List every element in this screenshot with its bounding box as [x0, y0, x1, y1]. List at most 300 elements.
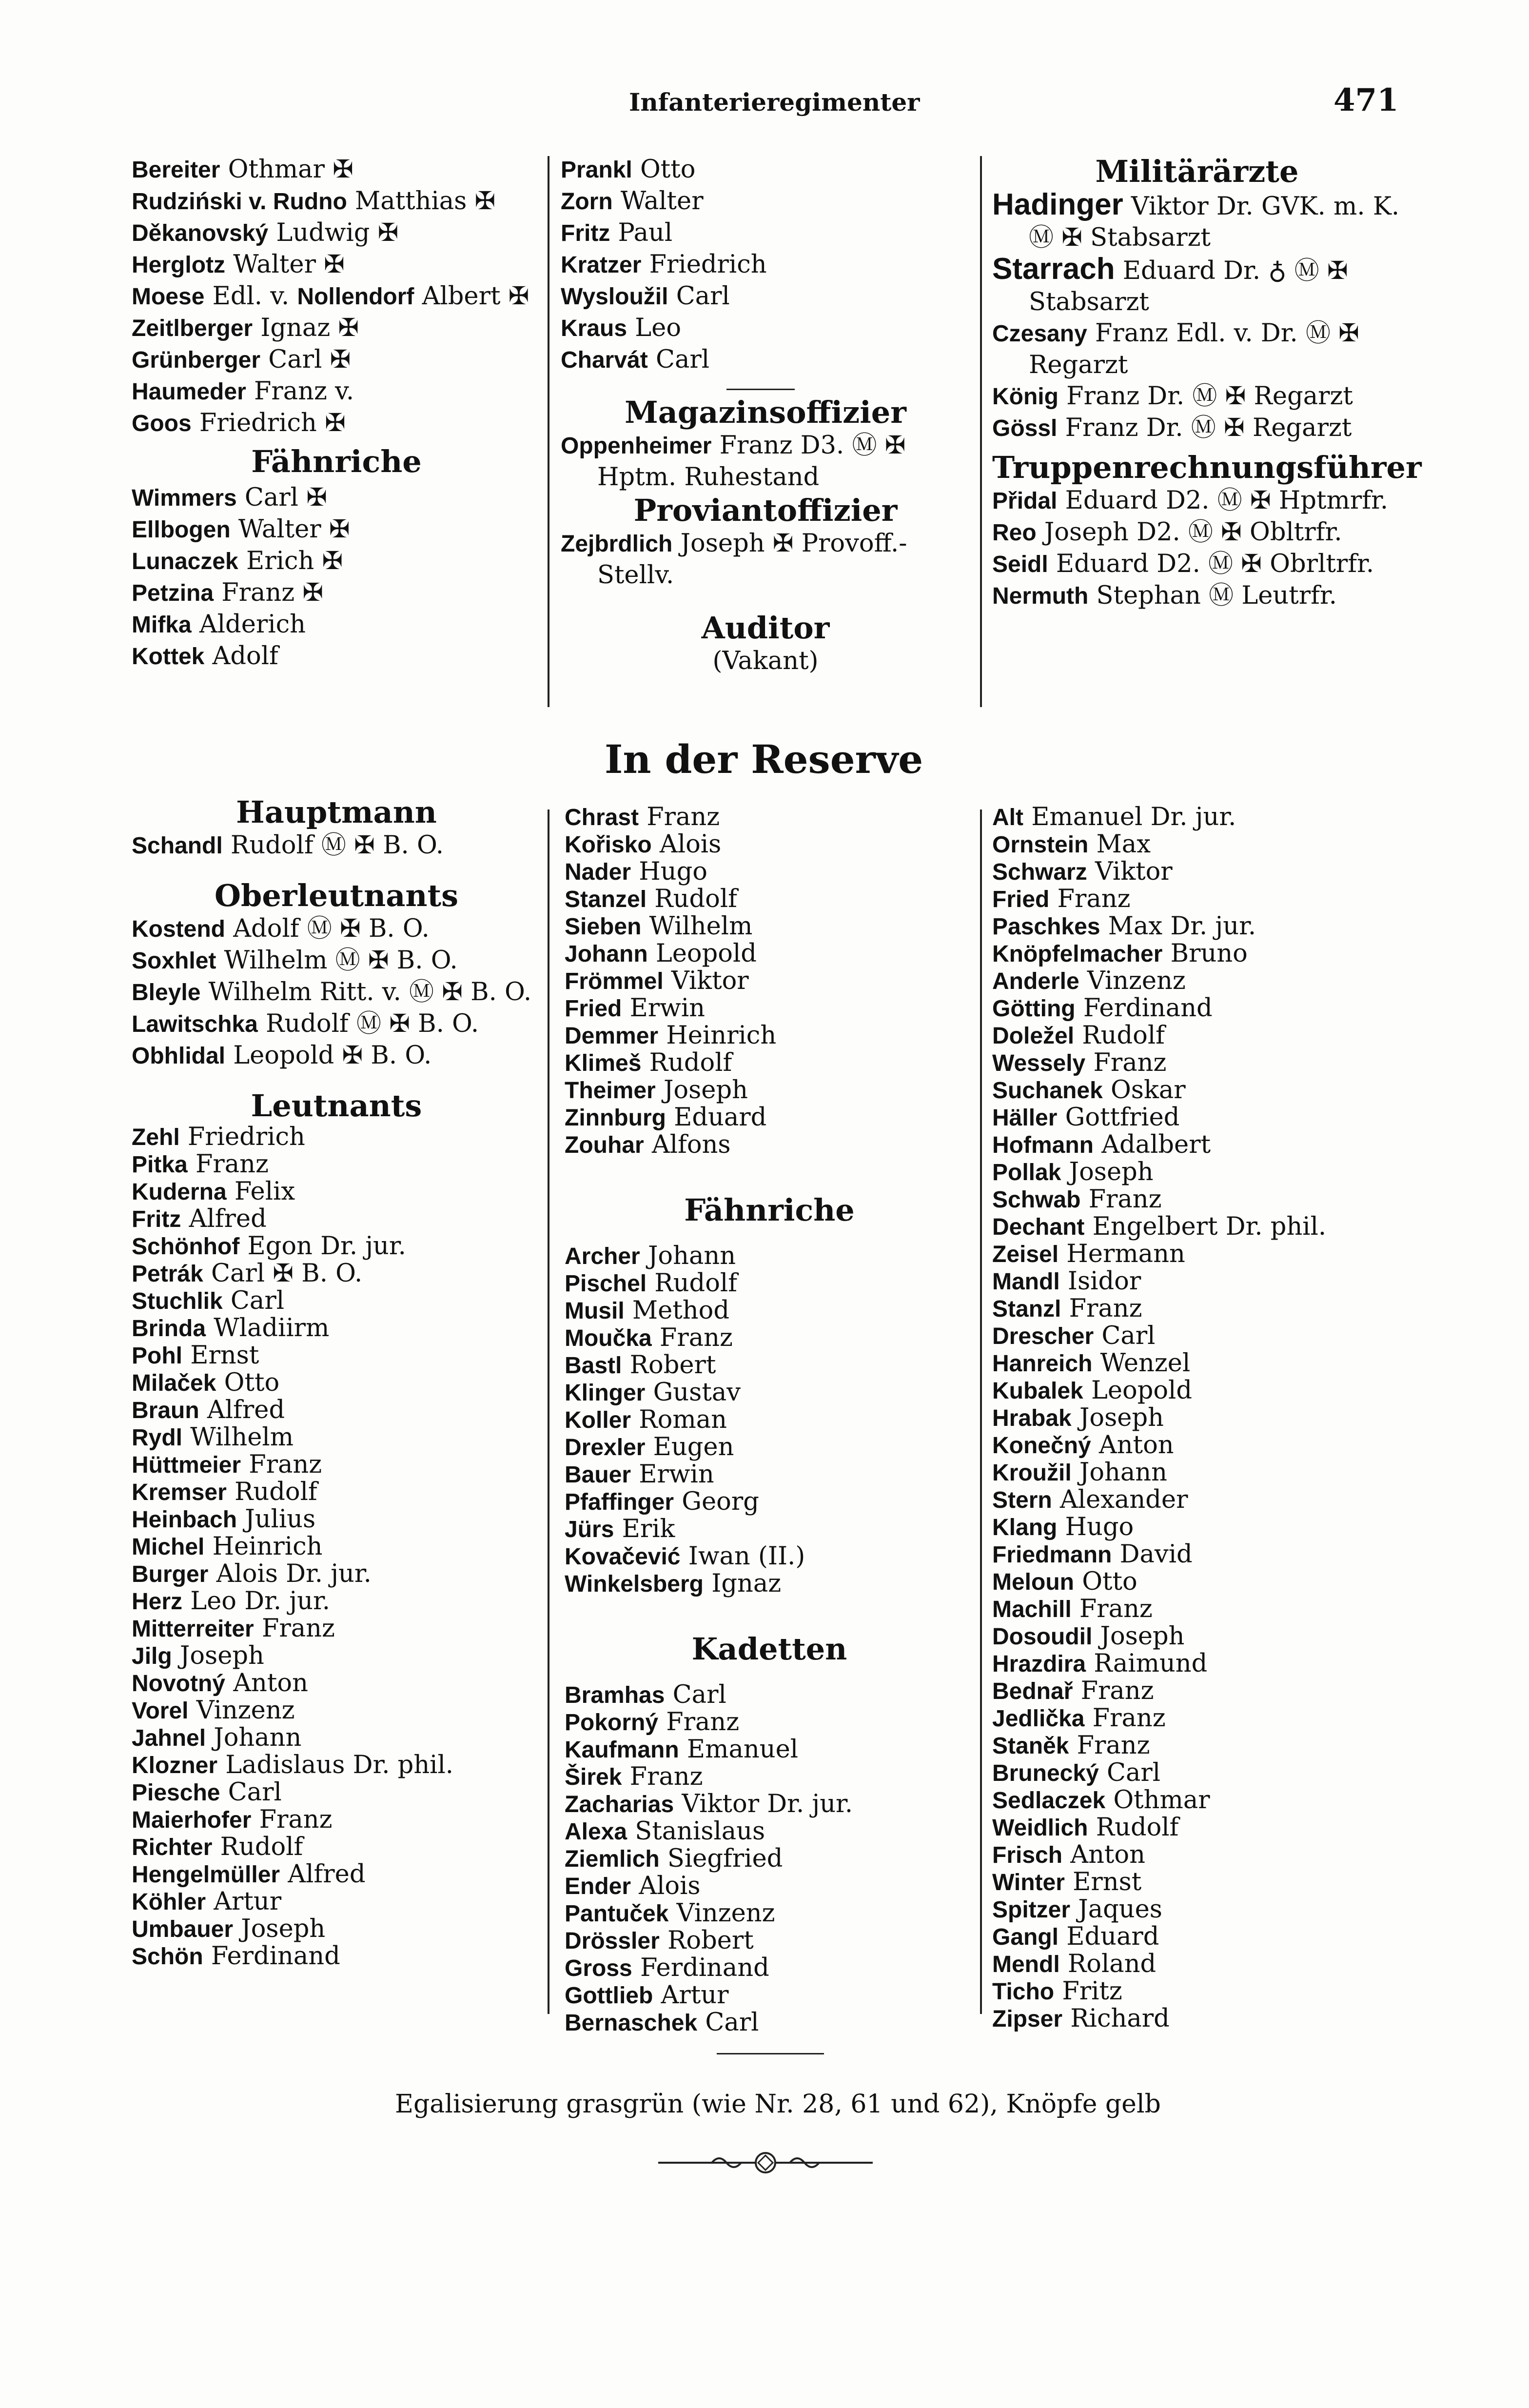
given-name: Jaques: [1070, 1895, 1162, 1924]
name-entry: [565, 1900, 974, 1927]
given-name: Carl: [220, 1778, 282, 1807]
name-entry: [992, 1486, 1411, 1514]
surname: Hrazdira: [992, 1651, 1086, 1677]
name-entry: [992, 804, 1411, 831]
surname: Stuchlik: [132, 1288, 223, 1314]
name-entry: [132, 1724, 541, 1752]
given-name: Stephan Ⓜ Leutrfr.: [1088, 581, 1337, 610]
name-entry: [992, 1759, 1411, 1787]
given-name: Walter ✠: [230, 515, 350, 544]
given-name: Johann: [640, 1242, 736, 1270]
surname: Kořisko: [565, 832, 652, 858]
given-name: Rudolf Ⓜ ✠ B. O.: [222, 831, 444, 860]
given-name: Joseph: [1061, 1158, 1154, 1186]
given-name: Heinrich: [658, 1021, 777, 1050]
given-name: Fritz: [1054, 1977, 1122, 2006]
name-entry: [132, 1615, 541, 1642]
name-entry: [132, 1451, 541, 1479]
given-name: Hermann: [1059, 1240, 1185, 1268]
name-entry: [132, 1861, 541, 1888]
name-entry: [565, 1681, 974, 1709]
name-entry: [992, 254, 1402, 318]
surname: Zeitlberger: [132, 316, 253, 341]
section-heading: Hauptmann: [236, 794, 437, 830]
given-name: Joseph: [1092, 1622, 1185, 1651]
name-entry: [992, 1814, 1411, 1841]
name-entry: [561, 528, 970, 591]
surname: Gangl: [992, 1924, 1059, 1950]
surname: Winkelsberg: [565, 1571, 704, 1597]
given-name: Matthias ✠: [347, 187, 496, 216]
surname: Gössl: [992, 415, 1058, 441]
name-entry: [992, 1705, 1411, 1732]
name-entry: [992, 858, 1411, 886]
surname: Meloun: [992, 1569, 1074, 1595]
surname: Staněk: [992, 1733, 1069, 1759]
given-name: Robert: [622, 1351, 716, 1380]
given-name: Anton: [225, 1669, 308, 1697]
given-name: Robert: [659, 1926, 754, 1955]
name-entry: [992, 1268, 1411, 1295]
top-column-1: [132, 154, 541, 672]
section-heading: Fähnriche: [684, 1192, 855, 1228]
given-name: Carl: [668, 282, 730, 311]
surname: Kottek: [132, 644, 205, 670]
given-name: Leopold: [1083, 1376, 1193, 1405]
given-name: Leo Dr. jur.: [182, 1587, 330, 1616]
name-entry: [132, 1315, 541, 1342]
given-name: Roman: [631, 1405, 727, 1434]
surname: Klimeš: [565, 1050, 642, 1076]
name-entry: [565, 1488, 974, 1516]
surname: Sedlaczek: [992, 1788, 1106, 1814]
surname: Širek: [565, 1764, 622, 1790]
surname: Fritz: [561, 220, 610, 246]
surname: Herz: [132, 1589, 183, 1615]
name-entry: [565, 1434, 974, 1461]
surname: Gross: [565, 1955, 632, 1981]
name-entry: [132, 830, 541, 862]
surname: Zehl: [132, 1125, 180, 1150]
surname: Rydl: [132, 1425, 183, 1451]
given-name: Gottfried: [1057, 1103, 1180, 1132]
given-name: Wilhelm: [641, 912, 753, 941]
name-entry: [132, 1533, 541, 1560]
given-name: Franz: [1061, 1294, 1142, 1323]
given-name: Joseph D2. Ⓜ ✠ Obltrfr.: [1036, 518, 1342, 547]
given-name: Otto: [632, 155, 696, 184]
given-name: Carl ✠: [260, 345, 351, 374]
top-column-3: [992, 154, 1422, 612]
name-entry: [132, 641, 541, 672]
name-entry: [132, 977, 541, 1008]
surname: Lunaczek: [132, 549, 238, 574]
given-name: Stanislaus: [627, 1817, 765, 1846]
name-entry: [132, 1888, 541, 1915]
given-name: Erik: [614, 1515, 675, 1543]
name-entry: [992, 1951, 1411, 1978]
name-entry: [132, 1943, 541, 1970]
surname: Suchanek: [992, 1078, 1103, 1104]
name-entry: [565, 1406, 974, 1434]
surname: Koller: [565, 1407, 631, 1433]
given-name: Franz: [1073, 1677, 1154, 1705]
surname: Mendl: [992, 1952, 1060, 1977]
given-name: Franz: [651, 1323, 733, 1352]
surname: Grünberger: [132, 347, 261, 373]
section-heading: Oberleutnants: [214, 878, 459, 913]
surname: Braun: [132, 1398, 199, 1423]
surname: Lawitschka: [132, 1011, 258, 1037]
surname: Jahnel: [132, 1725, 206, 1751]
name-entry: [992, 1213, 1411, 1241]
surname: Obhlidal: [132, 1043, 225, 1069]
name-entry: [132, 1588, 541, 1615]
name-entry: [565, 1324, 974, 1352]
given-name: Carl: [665, 1680, 726, 1709]
surname: Stanzl: [992, 1296, 1061, 1322]
given-name: Adalbert: [1093, 1130, 1211, 1159]
surname: Hüttmeier: [132, 1452, 241, 1478]
name-entry: [132, 1151, 541, 1178]
name-entry: [992, 1678, 1411, 1705]
section-heading: Proviantoffizier: [633, 493, 898, 528]
given-name: Adolf Ⓜ ✠ B. O.: [225, 914, 430, 943]
surname: Umbauer: [132, 1916, 234, 1942]
reserve-heading: In der Reserve: [605, 736, 923, 782]
section-heading: Kadetten: [691, 1631, 847, 1667]
name-entry: [132, 1397, 541, 1424]
given-name: Franz: [622, 1762, 703, 1791]
given-name: Max Dr. jur.: [1100, 912, 1256, 941]
name-entry: [132, 482, 541, 514]
surname: Herglotz: [132, 252, 225, 278]
given-name: Hugo: [1057, 1513, 1134, 1541]
surname: Bleyle: [132, 980, 201, 1006]
name-entry: [132, 1178, 541, 1205]
section-heading: Militärärzte: [1095, 154, 1299, 189]
given-name: Eduard D2. Ⓜ ✠ Obrltrfr.: [1048, 550, 1374, 578]
name-entry: [992, 1732, 1411, 1759]
given-name: Joseph: [233, 1915, 326, 1943]
surname: Winter: [992, 1870, 1065, 1895]
given-name: Felix: [226, 1177, 295, 1206]
name-entry: [132, 154, 541, 186]
given-name: Raimund: [1086, 1649, 1208, 1678]
given-name: Rudolf Ⓜ ✠ B. O.: [257, 1009, 479, 1038]
surname: Mandl: [992, 1269, 1060, 1295]
surname: Nader: [565, 859, 631, 885]
surname: Klozner: [132, 1753, 218, 1778]
given-name: Rudolf: [641, 1048, 732, 1077]
surname: Zejbrdlich: [561, 531, 673, 557]
given-name: Iwan (II.): [680, 1542, 805, 1571]
surname: Burger: [132, 1561, 209, 1587]
surname: Petrák: [132, 1261, 203, 1287]
given-name: Richard: [1062, 2004, 1170, 2033]
surname: König: [992, 384, 1059, 410]
surname: Schön: [132, 1944, 203, 1970]
surname: Hengelmüller: [132, 1862, 280, 1888]
surname: Ornstein: [992, 832, 1089, 858]
name-entry: [992, 1131, 1411, 1159]
surname: Jedlička: [992, 1706, 1085, 1732]
given-name: Franz: [187, 1150, 269, 1179]
name-entry: [132, 514, 541, 546]
name-entry: [565, 1982, 974, 2009]
name-entry: [992, 1869, 1411, 1896]
name-entry: [565, 1873, 974, 1900]
surname: Kostend: [132, 916, 225, 942]
surname: Friedmann: [992, 1542, 1112, 1568]
surname: Doležel: [992, 1023, 1075, 1049]
name-entry: [565, 1297, 974, 1324]
name-entry: [992, 1295, 1411, 1322]
given-name: Wilhelm Ritt. v. Ⓜ ✠ B. O.: [200, 978, 532, 1007]
surname: Maierhofer: [132, 1807, 252, 1833]
given-name: Franz v.: [246, 377, 354, 406]
name-entry: [132, 577, 541, 609]
surname: Schandl: [132, 833, 223, 859]
section-heading: Magazinsoffizier: [625, 395, 906, 430]
name-entry: [992, 886, 1411, 913]
surname: Milaček: [132, 1370, 216, 1396]
surname: Kaufmann: [565, 1737, 679, 1763]
given-name: Adolf: [204, 642, 278, 671]
given-name: Ernst: [182, 1341, 259, 1370]
given-name: Ladislaus Dr. phil.: [217, 1751, 453, 1779]
name-entry: [132, 945, 541, 977]
surname: Jilg: [132, 1643, 172, 1669]
surname: Alexa: [565, 1819, 627, 1845]
surname: Reo: [992, 520, 1037, 546]
given-name: Wladiirm: [206, 1314, 330, 1342]
surname: Pohl: [132, 1343, 182, 1369]
given-name: Walter: [612, 187, 704, 216]
name-entry: [992, 318, 1402, 381]
given-name: Friedrich ✠: [191, 409, 346, 437]
surname: Spitzer: [992, 1897, 1071, 1923]
surname: Wimmers: [132, 485, 237, 511]
name-entry: [565, 1763, 974, 1791]
reserve-column-2: [565, 804, 974, 2036]
given-name: Joseph ✠ Provoff.-Stellv.: [597, 529, 907, 590]
name-entry: [992, 1896, 1411, 1923]
surname: Charvát: [561, 347, 648, 373]
surname: Bauer: [565, 1462, 631, 1488]
given-name: Anton: [1091, 1431, 1174, 1460]
surname: Drössler: [565, 1928, 660, 1954]
given-name: Franz ✠: [214, 578, 324, 607]
section-heading: Truppenrechnungsführer: [992, 450, 1422, 485]
surname: Götting: [992, 996, 1076, 1022]
name-entry: [992, 381, 1402, 413]
given-name: Method: [624, 1296, 729, 1325]
name-entry: [992, 995, 1411, 1022]
surname: Kraus: [561, 316, 627, 341]
given-name: Eduard: [666, 1103, 767, 1132]
name-entry: [561, 217, 970, 249]
surname: Häller: [992, 1105, 1058, 1131]
surname: Pischel: [565, 1271, 647, 1297]
section-heading: Auditor: [701, 610, 830, 646]
surname: Kremser: [132, 1480, 227, 1505]
name-entry: [565, 1954, 974, 1982]
name-entry: [992, 1541, 1411, 1568]
name-entry: [565, 886, 974, 913]
surname: Mitterreiter: [132, 1616, 254, 1642]
surname: Czesany: [992, 321, 1087, 347]
surname: Zipser: [992, 2006, 1063, 2032]
name-entry: [132, 1424, 541, 1451]
name-entry: [565, 2009, 974, 2036]
surname: Zeisel: [992, 1242, 1059, 1267]
name-entry: [565, 858, 974, 886]
name-entry: [132, 249, 541, 281]
name-entry: [992, 517, 1402, 549]
given-name: Othmar: [1105, 1786, 1210, 1815]
surname: Chrast: [565, 805, 639, 830]
given-name: Alderich: [191, 610, 306, 639]
surname: Moese: [132, 284, 205, 310]
surname: Zinnburg: [565, 1105, 666, 1131]
name-entry: [132, 1506, 541, 1533]
section-heading: Fähnriche: [251, 444, 422, 479]
given-name: Joseph: [172, 1641, 264, 1670]
surname: Fritz: [132, 1206, 181, 1232]
given-name: Rudolf: [1074, 1021, 1165, 1050]
given-name: Georg: [674, 1487, 759, 1516]
surname: Piesche: [132, 1780, 220, 1806]
given-name: Wilhelm Ⓜ ✠ B. O.: [216, 946, 458, 975]
given-name: Alfred: [199, 1396, 285, 1424]
given-name: Julius: [237, 1505, 316, 1534]
given-name: Wilhelm: [182, 1423, 294, 1452]
surname: Alt: [992, 805, 1023, 830]
name-entry: [992, 485, 1402, 517]
surname: Zorn: [561, 189, 613, 215]
given-name: Leo: [627, 314, 682, 342]
name-entry: [565, 1131, 974, 1159]
surname: Hrabak: [992, 1405, 1072, 1431]
name-entry: [992, 940, 1411, 967]
surname: Konečný: [992, 1433, 1091, 1459]
given-name: Eduard D2. Ⓜ ✠ Hptmrfr.: [1057, 486, 1389, 515]
name-entry: [132, 1205, 541, 1233]
name-entry: [132, 1834, 541, 1861]
surname: Heinbach: [132, 1507, 237, 1533]
name-entry: [565, 804, 974, 831]
surname: Oppenheimer: [561, 433, 712, 459]
surname: Petzina: [132, 580, 214, 606]
given-name: Max: [1088, 830, 1151, 859]
given-name: Ernst: [1064, 1868, 1142, 1896]
name-entry: [992, 1787, 1411, 1814]
name-entry: [565, 1543, 974, 1570]
name-entry: [561, 430, 970, 493]
given-name: Siegfried: [659, 1844, 783, 1873]
given-name: Alfons: [644, 1130, 731, 1159]
surname: Mifka: [132, 612, 192, 638]
name-entry: [992, 189, 1402, 254]
name-entry: [992, 2005, 1411, 2033]
section-heading: Leutnants: [251, 1088, 422, 1124]
name-entry: [132, 1560, 541, 1588]
surname: Brunecký: [992, 1760, 1099, 1786]
given-name: Albert ✠: [414, 282, 529, 311]
surname: Knöpfelmacher: [992, 941, 1163, 967]
surname: Archer: [565, 1243, 640, 1269]
surname: Brinda: [132, 1316, 206, 1342]
given-name: Otto: [1074, 1567, 1137, 1596]
name-entry: [565, 1049, 974, 1077]
given-name: Carl: [697, 2008, 759, 2037]
surname: Kovačević: [565, 1544, 681, 1570]
surname: Starrach: [992, 252, 1115, 286]
given-name: Franz: [251, 1805, 333, 1834]
name-entry: [565, 1379, 974, 1406]
given-name: Rudolf: [647, 1269, 738, 1298]
given-name: Ignaz ✠: [253, 314, 359, 342]
name-entry: [992, 1022, 1411, 1049]
name-entry: [565, 1352, 974, 1379]
divider-rule: [726, 389, 795, 390]
given-name: Johann: [206, 1723, 302, 1752]
surname: Bramhas: [565, 1682, 665, 1708]
name-entry: [992, 1404, 1411, 1432]
name-entry: [992, 967, 1411, 995]
surname: Bastl: [565, 1353, 622, 1379]
name-entry: [565, 831, 974, 858]
surname: Drescher: [992, 1323, 1094, 1349]
surname: Nollendorf: [297, 284, 414, 310]
given-name: Alois Dr. jur.: [208, 1559, 372, 1588]
ornament-icon: [658, 2148, 873, 2177]
given-name: Joseph: [1071, 1403, 1164, 1432]
name-entry: [565, 913, 974, 940]
surname: Kuderna: [132, 1179, 227, 1205]
given-name: Friedrich: [179, 1123, 305, 1151]
surname: Paschkes: [992, 914, 1100, 940]
given-name: Franz: [1049, 885, 1131, 913]
given-name: Johann: [1071, 1458, 1167, 1487]
surname: Bednař: [992, 1678, 1073, 1704]
name-entry: [132, 1697, 541, 1724]
name-entry: [132, 1369, 541, 1397]
given-name: Carl: [1094, 1322, 1156, 1350]
name-entry: [565, 1570, 974, 1598]
given-name: Leopold: [647, 939, 757, 968]
given-name: Carl: [647, 345, 710, 374]
given-name: Vinzenz: [668, 1899, 775, 1928]
surname: Schwarz: [992, 859, 1087, 885]
given-name: Carl: [222, 1286, 285, 1315]
name-entry: [132, 1670, 541, 1697]
surname: Děkanovský: [132, 220, 269, 246]
name-entry: [565, 1461, 974, 1488]
name-entry: [992, 1186, 1411, 1213]
name-entry: [132, 1124, 541, 1151]
surname: Novotný: [132, 1671, 225, 1697]
given-name: Artur: [653, 1981, 729, 2010]
given-name: Franz Edl. v. Dr. Ⓜ ✠ Regarzt: [1029, 319, 1359, 379]
surname: Drexler: [565, 1435, 646, 1461]
name-entry: [132, 376, 541, 408]
given-name: Franz: [254, 1614, 335, 1643]
surname: Kubalek: [992, 1378, 1083, 1404]
given-name: Edl. v.: [204, 282, 297, 311]
name-entry: [132, 217, 541, 249]
